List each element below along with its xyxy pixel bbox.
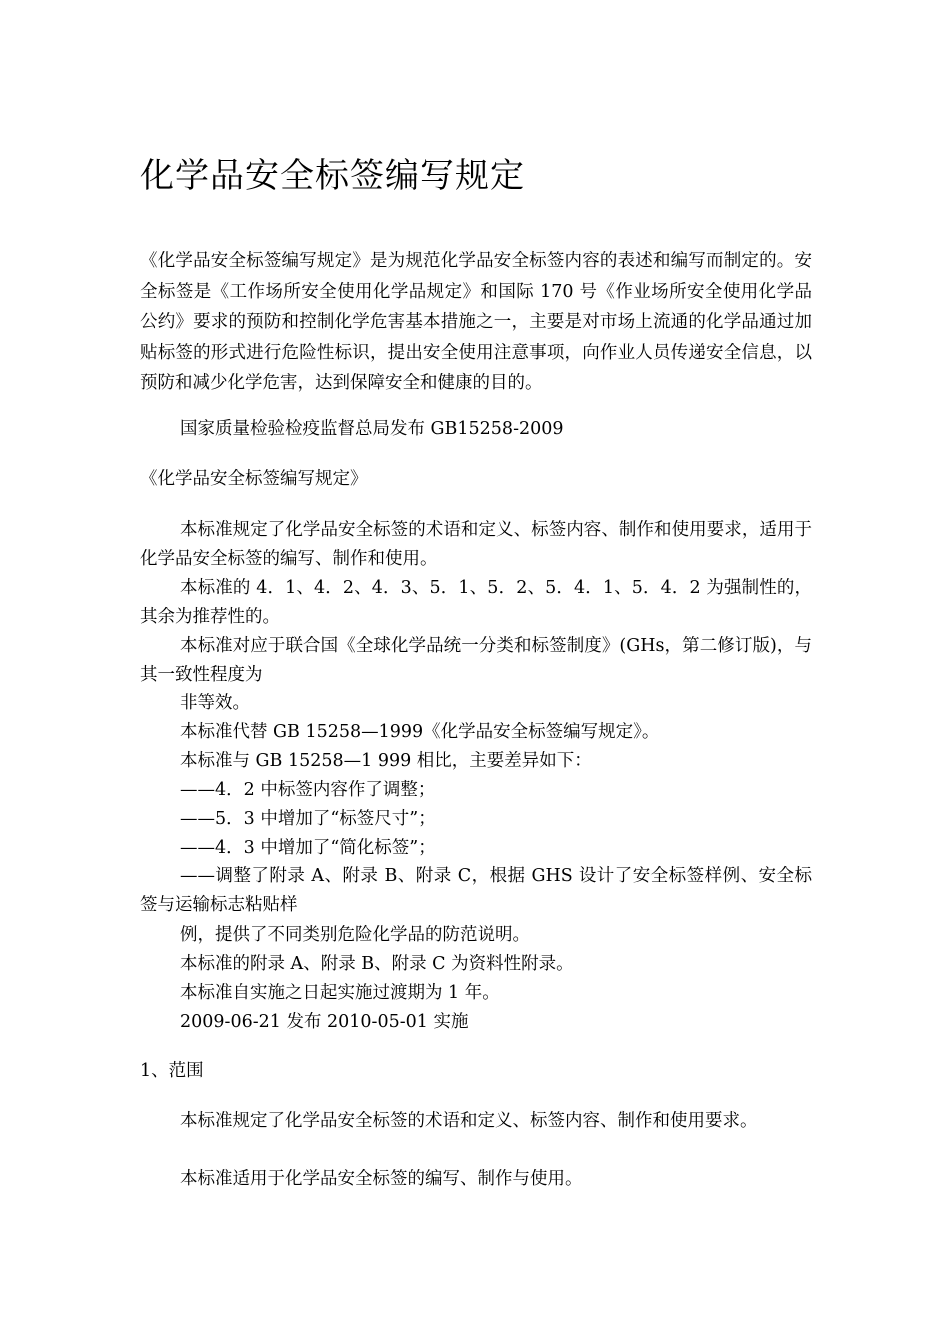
paragraph-correspondence: 本标准对应于联合国《全球化学品统一分类和标签制度》(GHs，第二修订版)，与其一致性程度为 bbox=[140, 636, 812, 685]
paragraph-appendices: 本标准的附录 A、附录 B、附录 C 为资料性附录。 bbox=[180, 954, 574, 974]
intro-paragraph: 《化学品安全标签编写规定》是为规范化学品安全标签内容的表述和编写而制定的。安全标签是《工作场所安全使用化学品规定》和国际 170 号《作业场所安全使用化学品公约》要求的预防和控制化学危害基本措施之一，主要是对市场上流通的化学品通过加贴标签的形式进行危险性标识，提出安全使用注意事项，向作业人员传递安全信息，以预防和减少化学危害，达到保障安全和健康的目的。 bbox=[140, 251, 812, 393]
scope-paragraph-1: 本标准规定了化学品安全标签的术语和定义、标签内容、制作和使用要求。 bbox=[180, 1111, 758, 1131]
publisher-line: 国家质量检验检疫监督总局发布 GB15258-2009 bbox=[180, 419, 564, 439]
difference-item-2: ——5．3 中增加了“标签尺寸”； bbox=[180, 809, 436, 829]
paragraph-correspondence-cont: 非等效。 bbox=[180, 693, 250, 713]
paragraph-transition: 本标准自实施之日起实施过渡期为 1 年。 bbox=[180, 983, 500, 1003]
paragraph-replaces: 本标准代替 GB 15258—1999《化学品安全标签编写规定》。 bbox=[180, 722, 660, 742]
publish-dates: 2009-06-21 发布 2010-05-01 实施 bbox=[180, 1012, 469, 1032]
difference-item-4-cont: 例，提供了不同类别危险化学品的防范说明。 bbox=[180, 925, 530, 945]
section-heading-scope: 1、范围 bbox=[140, 1061, 204, 1081]
difference-item-4: ——调整了附录 A、附录 B、附录 C，根据 GHS 设计了安全标签样例、安全标签与运输标志粘贴样 bbox=[140, 866, 812, 915]
document-title: 化学品安全标签编写规定 bbox=[140, 156, 525, 196]
difference-item-3: ——4．3 中增加了“简化标签”； bbox=[180, 838, 436, 858]
standard-subtitle: 《化学品安全标签编写规定》 bbox=[140, 469, 368, 489]
paragraph-mandatory-clauses: 本标准的 4．1、4．2、4．3、5．1、5．2、5．4．1、5．4．2 为强制性的，其余为推荐性的。 bbox=[140, 578, 812, 627]
scope-paragraph-2: 本标准适用于化学品安全标签的编写、制作与使用。 bbox=[180, 1169, 583, 1189]
difference-item-1: ——4．2 中标签内容作了调整； bbox=[180, 780, 436, 800]
paragraph-scope-summary: 本标准规定了化学品安全标签的术语和定义、标签内容、制作和使用要求，适用于化学品安全标签的编写、制作和使用。 bbox=[140, 520, 812, 569]
paragraph-differences-intro: 本标准与 GB 15258—1 999 相比，主要差异如下： bbox=[180, 751, 592, 771]
